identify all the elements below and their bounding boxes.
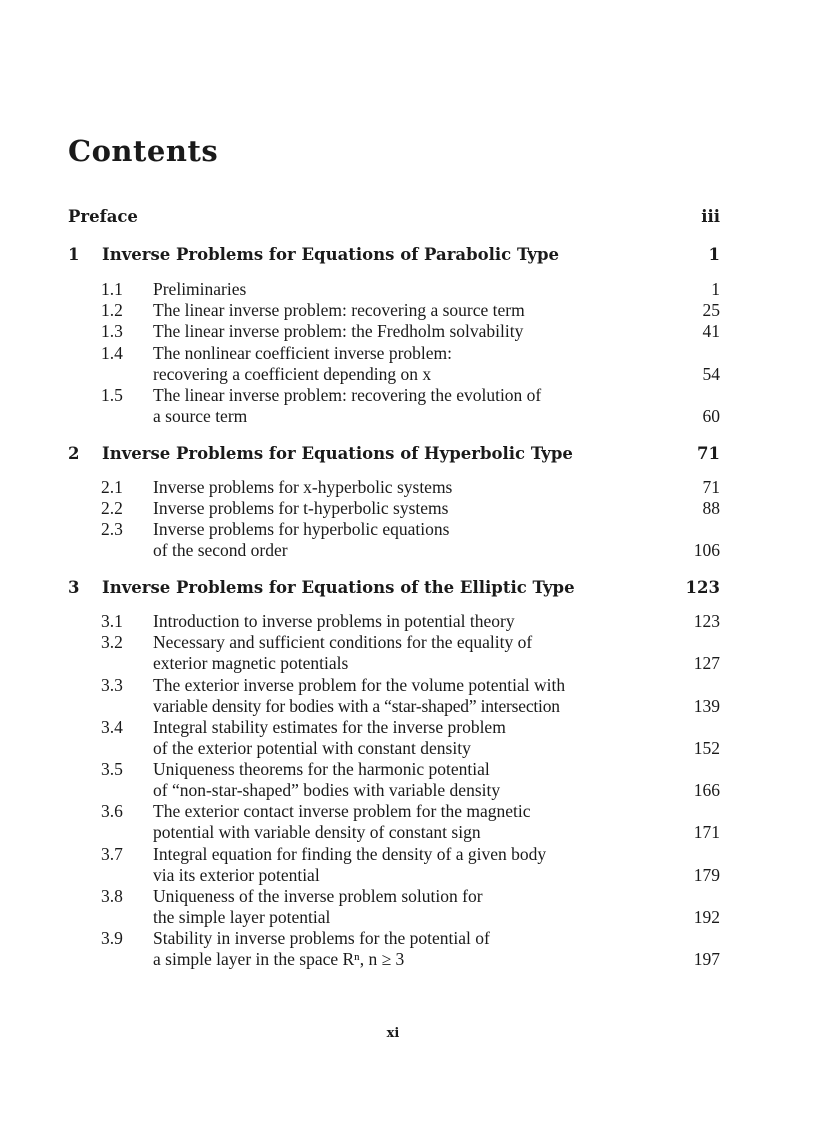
section-title: The nonlinear coefficient inverse problem: (153, 343, 453, 363)
chapter-page: 71 (697, 444, 720, 463)
section-page: 171 (693, 822, 720, 842)
section-number: 3.3 (101, 675, 123, 695)
section-page: 166 (693, 780, 720, 800)
section-title: Inverse problems for t-hyperbolic systems (153, 498, 449, 518)
section-title: Introduction to inverse problems in potential theory (153, 611, 515, 631)
section-number: 2.2 (101, 498, 123, 518)
section-title-line2: variable density for bodies with a “star-shaped” intersection (153, 696, 560, 716)
section-title: Stability in inverse problems for the potential of (153, 928, 490, 948)
section-title-line2: recovering a coefficient depending on x (153, 364, 432, 384)
section-page: 192 (693, 907, 720, 927)
section-title: The linear inverse problem: recovering the evolution of (153, 385, 542, 405)
section-title: The linear inverse problem: recovering a source term (153, 300, 525, 320)
section-title: Integral stability estimates for the inverse problem (153, 717, 506, 737)
section-number: 1.4 (101, 343, 123, 363)
section-title-line2: a source term (153, 406, 248, 426)
section-number: 3.8 (101, 886, 123, 906)
section-page: 139 (693, 696, 720, 716)
section-number: 3.2 (101, 632, 123, 652)
section-page: 71 (702, 477, 720, 497)
section-number: 1.2 (101, 300, 123, 320)
chapter-title: Inverse Problems for Equations of the Elliptic Type (102, 578, 575, 597)
section-number: 3.4 (101, 717, 123, 737)
section-title-line2: potential with variable density of constant sign (153, 822, 481, 842)
section-number: 3.9 (101, 928, 123, 948)
section-page: 41 (702, 321, 720, 341)
section-number: 2.1 (101, 477, 123, 497)
section-page: 179 (693, 865, 720, 885)
section-number: 3.6 (101, 801, 123, 821)
section-number: 2.3 (101, 519, 123, 539)
section-title-line2: a simple layer in the space Rⁿ, n ≥ 3 (153, 949, 405, 969)
preface-page: iii (701, 207, 720, 226)
section-page: 88 (702, 498, 720, 518)
chapter-title: Inverse Problems for Equations of Hyperbolic Type (102, 444, 573, 463)
section-title-line2: via its exterior potential (153, 865, 320, 885)
page-title: Contents (68, 134, 219, 168)
section-title: The exterior inverse problem for the volume potential with (153, 675, 566, 695)
section-number: 1.5 (101, 385, 123, 405)
section-title: The linear inverse problem: the Fredholm solvability (153, 321, 524, 341)
section-title: Preliminaries (153, 279, 247, 299)
page-number: xi (386, 1026, 400, 1041)
section-page: 123 (693, 611, 720, 631)
chapter-page: 123 (685, 578, 720, 597)
section-title-line2: exterior magnetic potentials (153, 653, 349, 673)
section-title: Uniqueness of the inverse problem solution for (153, 886, 483, 906)
preface-label: Preface (68, 207, 138, 226)
chapter-number: 2 (68, 444, 80, 463)
section-title: Integral equation for finding the density of a given body (153, 844, 547, 864)
section-page: 1 (711, 279, 720, 299)
section-number: 3.1 (101, 611, 123, 631)
section-title-line2: of the second order (153, 540, 288, 560)
section-page: 106 (693, 540, 720, 560)
section-title-line2: the simple layer potential (153, 907, 331, 927)
section-number: 1.3 (101, 321, 123, 341)
section-title: Inverse problems for x-hyperbolic systems (153, 477, 453, 497)
section-title: Uniqueness theorems for the harmonic potential (153, 759, 490, 779)
section-number: 1.1 (101, 279, 123, 299)
section-page: 54 (702, 364, 720, 384)
section-page: 127 (693, 653, 720, 673)
section-page: 60 (702, 406, 720, 426)
section-page: 25 (702, 300, 720, 320)
section-title: Necessary and sufficient conditions for the equality of (153, 632, 533, 652)
section-title: Inverse problems for hyperbolic equations (153, 519, 450, 539)
section-number: 3.5 (101, 759, 123, 779)
chapter-number: 3 (68, 578, 80, 597)
section-page: 152 (693, 738, 720, 758)
section-number: 3.7 (101, 844, 123, 864)
section-title: The exterior contact inverse problem for the magnetic (153, 801, 531, 821)
section-title-line2: of “non-star-shaped” bodies with variable density (153, 780, 501, 800)
section-title-line2: of the exterior potential with constant density (153, 738, 471, 758)
chapter-page: 1 (708, 245, 720, 264)
chapter-title: Inverse Problems for Equations of Parabolic Type (102, 245, 560, 264)
section-page: 197 (693, 949, 720, 969)
chapter-number: 1 (68, 245, 80, 264)
